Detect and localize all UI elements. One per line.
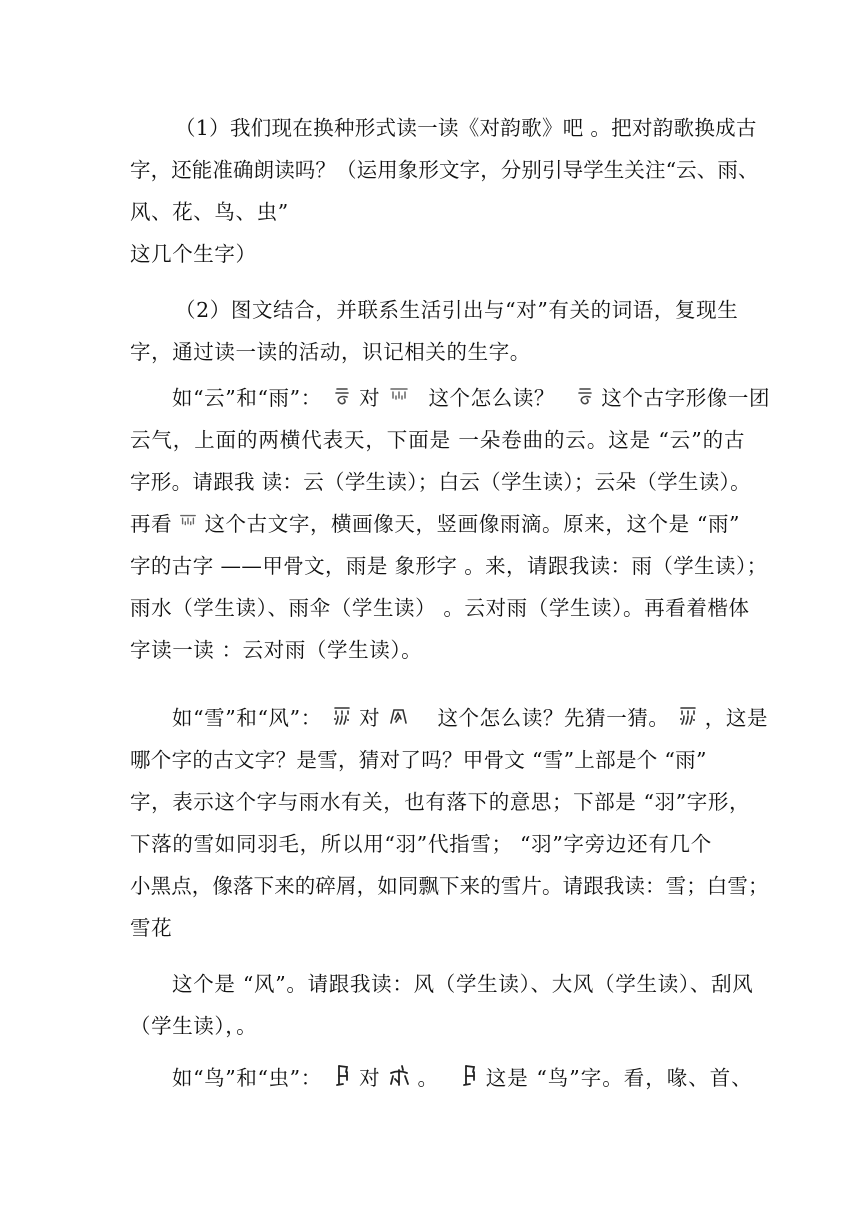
paragraph-3-line-3: 字形。请跟我 读：云（学生读）；白云（学生读）；云朵（学生读）。 bbox=[130, 470, 751, 494]
ancient-feng-glyph-icon bbox=[388, 707, 408, 725]
text-segment: 如“云”和“雨”： bbox=[172, 386, 322, 410]
paragraph-5-line-1: 这个是 “风”。请跟我读：风（学生读）、大风（学生读）、刮风 bbox=[172, 972, 754, 996]
paragraph-2-line-2: 字，通过读一读的活动，识记相关的生字。 bbox=[130, 340, 531, 364]
paragraph-3-line-1 bbox=[172, 384, 770, 412]
paragraph-4-line-6: 雪花 bbox=[130, 916, 173, 940]
ancient-xue-glyph-icon bbox=[679, 705, 697, 725]
paragraph-3-line-7: 字读一读 ：云对雨（学生读）。 bbox=[130, 638, 423, 662]
paragraph-3-line-5: 字的古字 ——甲骨文，雨是 象形字 。来，请跟我读：雨（学生读）； bbox=[130, 554, 768, 578]
paragraph-3-line-6: 雨水（学生读）、雨伞（学生读） 。云对雨（学生读）。再看着楷体 bbox=[130, 596, 750, 620]
paragraph-1-line-4: 这几个生字） bbox=[130, 242, 257, 266]
paragraph-3-line-4 bbox=[130, 510, 740, 538]
text-segment: 对 bbox=[359, 386, 381, 410]
ancient-yun-glyph-icon bbox=[333, 386, 351, 408]
paragraph-1-line-3: 风、花、鸟、虫” bbox=[130, 200, 289, 224]
ancient-niao-glyph-icon bbox=[335, 1064, 351, 1088]
paragraph-4-line-4: 下落的雪如同羽毛，所以用“羽”代指雪； “羽”字旁边还有几个 bbox=[130, 832, 712, 856]
text-segment: 这是 “鸟”字。看，喙、首、 bbox=[485, 1066, 753, 1090]
ancient-chong-glyph-icon bbox=[388, 1064, 410, 1088]
paragraph-4-line-1 bbox=[172, 704, 768, 732]
text-segment: ，这是 bbox=[704, 706, 769, 730]
text-segment: 这个怎么读？ bbox=[428, 386, 556, 410]
text-segment: 再看 bbox=[130, 512, 173, 536]
text-segment: 对 bbox=[359, 706, 381, 730]
paragraph-3-line-2: 云气，上面的两横代表天，下面是 一朵卷曲的云。这是 “云”的古 bbox=[130, 428, 746, 452]
ancient-xue-glyph-icon bbox=[333, 705, 351, 725]
ancient-niao-glyph-icon bbox=[462, 1064, 478, 1088]
paragraph-1-line-1: （1）我们现在换种形式读一读《对韵歌》吧 。把对韵歌换成古 bbox=[175, 116, 757, 140]
text-segment: 如“雪”和“风”： bbox=[172, 706, 322, 730]
text-segment: 这个古文字，横画像天，竖画像雨滴。原来，这个是 “雨” bbox=[204, 512, 741, 536]
paragraph-2-line-1: （2）图文结合，并联系生活引出与“对”有关的词语，复现生 bbox=[175, 298, 739, 322]
paragraph-1-line-2: 字，还能准确朗读吗？（运用象形文字，分别引导学生关注“云、雨、 bbox=[130, 158, 759, 182]
text-segment: 如“鸟”和“虫”： bbox=[172, 1066, 322, 1090]
text-segment: 这个古字形像一团 bbox=[601, 386, 771, 410]
ancient-yu-glyph-icon bbox=[179, 512, 197, 530]
paragraph-5-line-2: （学生读），。 bbox=[130, 1014, 258, 1038]
ancient-yun-glyph-icon bbox=[576, 386, 594, 408]
paragraph-4-line-2: 哪个字的古文字？是雪，猜对了吗？甲骨文 “雪”上部是个 “雨” bbox=[130, 748, 707, 772]
text-segment: 。 bbox=[417, 1066, 439, 1090]
paragraph-4-line-5: 小黑点，像落下来的碎屑，如同飘下来的雪片。请跟我读：雪；白雪； bbox=[130, 874, 769, 898]
text-segment: 对 bbox=[359, 1066, 381, 1090]
text-segment: 这个怎么读？先猜一猜。 bbox=[437, 706, 670, 730]
paragraph-6-line-1 bbox=[172, 1064, 753, 1092]
paragraph-4-line-3: 字，表示这个字与雨水有关，也有落下的意思；下部是 “羽”字形， bbox=[130, 790, 751, 814]
ancient-yu-glyph-icon bbox=[389, 386, 409, 404]
